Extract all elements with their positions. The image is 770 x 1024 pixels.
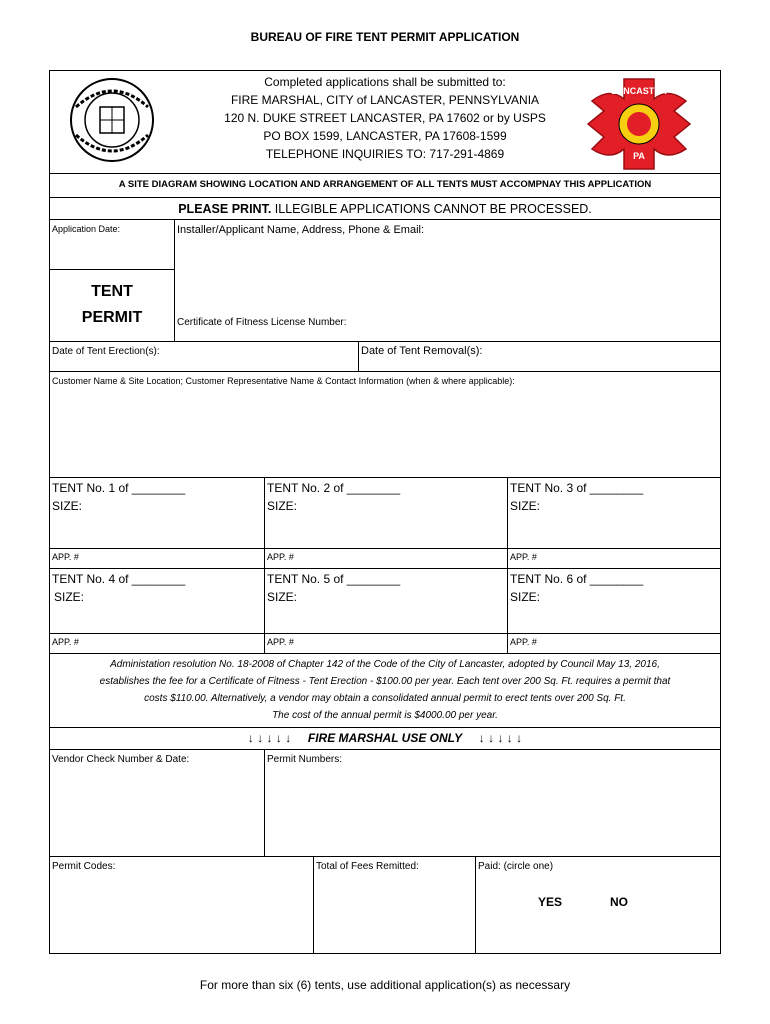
permit-label: PERMIT (81, 309, 143, 326)
erection-date-field[interactable]: Date of Tent Erection(s): (52, 346, 160, 357)
tent-1-label[interactable]: TENT No. 1 of ________ (52, 481, 186, 495)
permit-numbers-field[interactable]: Permit Numbers: (267, 754, 343, 765)
resolution-line: Administation resolution No. 18-2008 of Chapter 142 of the Code of the City of Lancaster, adopted by Council May 13, 2016, (110, 659, 660, 670)
logo-text: LANCASTER (611, 86, 667, 96)
customer-info-field[interactable]: Customer Name & Site Location; Customer Representative Name & Contact Information (when & where applicable): (52, 376, 515, 386)
tent-4-size[interactable]: SIZE: (54, 590, 85, 604)
tent-5-size[interactable]: SIZE: (267, 590, 298, 604)
footer-note: For more than six (6) tents, use additional application(s) as necessary (199, 978, 571, 992)
installer-field[interactable]: Installer/Applicant Name, Address, Phone & Email: (177, 224, 425, 236)
permit-form (49, 70, 721, 954)
tent-4-app[interactable]: APP. # (52, 637, 79, 647)
tent-6-size[interactable]: SIZE: (510, 590, 541, 604)
tent-2-label[interactable]: TENT No. 2 of ________ (267, 481, 401, 495)
fire-bureau-logo-icon (586, 77, 692, 171)
paid-yes-option[interactable]: YES (538, 895, 563, 909)
tent-4-label[interactable]: TENT No. 4 of ________ (52, 572, 186, 586)
tent-2-size[interactable]: SIZE: (267, 499, 298, 513)
please-print-rest: ILLEGIBLE APPLICATIONS CANNOT BE PROCESSED. (274, 202, 592, 216)
site-diagram-notice: A SITE DIAGRAM SHOWING LOCATION AND ARRANGEMENT OF ALL TENTS MUST ACCOMPNAY THIS APPLICATION (118, 179, 652, 190)
application-date-field[interactable]: Application Date: (52, 224, 121, 234)
total-fees-field[interactable]: Total of Fees Remitted: (316, 861, 419, 872)
tent-3-label[interactable]: TENT No. 3 of ________ (510, 481, 644, 495)
tent-6-label[interactable]: TENT No. 6 of ________ (510, 572, 644, 586)
tent-1-app[interactable]: APP. # (52, 552, 79, 562)
down-arrow-icon: ↓ ↓ ↓ ↓ ↓ (478, 731, 523, 745)
fire-marshal-label: FIRE MARSHAL USE ONLY (307, 731, 463, 745)
tent-3-size[interactable]: SIZE: (510, 499, 541, 513)
address-line: Completed applications shall be submitted to: (264, 75, 506, 89)
please-print-bold: PLEASE PRINT. (178, 202, 272, 216)
tent-label: TENT (91, 283, 133, 300)
address-line: PO BOX 1599, LANCASTER, PA 17608-1599 (263, 129, 507, 143)
resolution-line: establishes the fee for a Certificate of Fitness - Tent Erection - $100.00 per year. Each tent over 200 Sq. Ft. requires a permit that (99, 676, 671, 687)
form-title: BUREAU OF FIRE TENT PERMIT APPLICATION (250, 30, 520, 44)
resolution-line: costs $110.00. Alternatively, a vendor may obtain a consolidated annual permit to erect tents over 200 Sq. Ft. (144, 693, 626, 704)
resolution-line: The cost of the annual permit is $4000.00 per year. (272, 710, 498, 721)
tent-5-label[interactable]: TENT No. 5 of ________ (267, 572, 401, 586)
tent-2-app[interactable]: APP. # (267, 552, 294, 562)
paid-field: Paid: (circle one) (478, 861, 554, 872)
tent-5-app[interactable]: APP. # (267, 637, 294, 647)
permit-codes-field[interactable]: Permit Codes: (52, 861, 116, 872)
tent-1-size[interactable]: SIZE: (52, 499, 83, 513)
removal-date-field[interactable]: Date of Tent Removal(s): (361, 345, 483, 357)
logo-text: PA (633, 151, 645, 161)
paid-no-option[interactable]: NO (610, 895, 628, 909)
please-print-notice (50, 202, 720, 216)
down-arrow-icon: ↓ ↓ ↓ ↓ ↓ (247, 731, 292, 745)
certificate-field[interactable]: Certificate of Fitness License Number: (177, 317, 347, 328)
vendor-check-field[interactable]: Vendor Check Number & Date: (52, 754, 190, 765)
address-line: 120 N. DUKE STREET LANCASTER, PA 17602 or by USPS (224, 111, 546, 125)
address-line: TELEPHONE INQUIRIES TO: 717-291-4869 (265, 147, 505, 161)
tent-3-app[interactable]: APP. # (510, 552, 537, 562)
tent-6-app[interactable]: APP. # (510, 637, 537, 647)
fee-resolution (50, 656, 720, 724)
address-line: FIRE MARSHAL, CITY of LANCASTER, PENNSYLVANIA (230, 93, 540, 107)
fire-marshal-header (50, 731, 720, 745)
